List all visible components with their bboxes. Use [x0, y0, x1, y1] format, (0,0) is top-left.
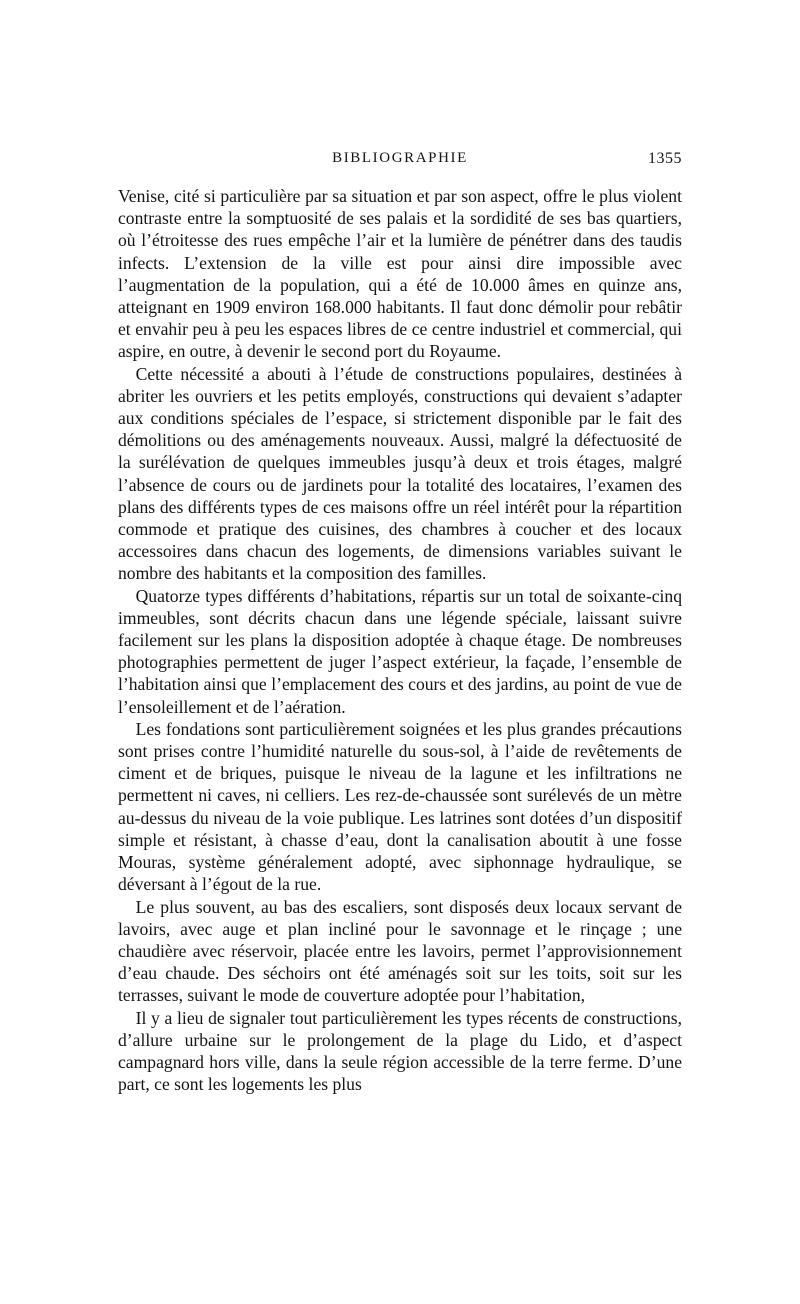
paragraph: Quatorze types différents d’habitations, répartis sur un total de soixante-cinq immeubles, sont décrits chacun dans une légende spéciale, laissant suivre facilement sur les plans la disposition adoptée à chaque étage. De nombreuses photographies permettent de juger l’aspect extérieur, la façade, l’ensemble de l’habitation ainsi que l’emplacement des cours et des jardins, au point de vue de l’ensoleillement et de l’aération. [118, 585, 682, 717]
paragraph: Le plus souvent, au bas des escaliers, sont disposés deux locaux servant de lavoirs, avec auge et plan incliné pour le savonnage et le rinçage ; une chaudière avec réservoir, placée entre les lavoirs, permet l’approvisionnement d’eau chaude. Des séchoirs ont été aménagés soit sur les toits, soit sur les terrasses, suivant le mode de couverture adoptée pour l’habitation, [118, 896, 682, 1006]
paragraph: Venise, cité si particulière par sa situation et par son aspect, offre le plus violent contraste entre la somptuosité de ses palais et la sordidité de ses bas quartiers, où l’étroitesse des rues empêche l’air et la lumière de pénétrer dans des taudis infects. L’extension de la ville est pour ainsi dire impossible avec l’augmentation de la population, qui a été de 10.000 âmes en quinze ans, atteignant en 1909 environ 168.000 habitants. Il faut donc démolir pour rebâtir et envahir peu à peu les espaces libres de ce centre industriel et commercial, qui aspire, en outre, à devenir le second port du Royaume. [118, 186, 682, 362]
running-head [118, 150, 682, 172]
running-title: BIBLIOGRAPHIE [332, 150, 468, 166]
body-text [118, 185, 682, 1095]
paragraph: Il y a lieu de signaler tout particulièrement les types récents de constructions, d’allure urbaine sur le prolongement de la plage du Lido, et d’aspect campagnard hors ville, dans la seule région accessible de la terre ferme. D’une part, ce sont les logements les plus [118, 1007, 682, 1095]
paragraph: Cette nécessité a abouti à l’étude de constructions populaires, destinées à abriter les ouvriers et les petits employés, constructions qui devaient s’adapter aux conditions spéciales de l’espace, si strictement disponible par le fait des démolitions ou des aménagements nouveaux. Aussi, malgré la défectuosité de la surélévation de quelques immeubles jusqu’à deux et trois étages, malgré l’absence de cours ou de jardinets pour la totalité des locataires, l’examen des plans des différents types de ces maisons offre un réel intérêt pour la répartition commode et pratique des cuisines, des chambres à coucher et des locaux accessoires dans chacun des logements, de dimensions variables suivant le nombre des habitants et la composition des familles. [118, 363, 682, 584]
paragraph: Les fondations sont particulièrement soignées et les plus grandes précautions sont prises contre l’humidité naturelle du sous-sol, à l’aide de revêtements de ciment et de briques, puisque le niveau de la lagune et les infiltrations ne permettent ni caves, ni celliers. Les rez-de-chaussée sont surélevés de un mètre au-dessus du niveau de la voie publique. Les latrines sont dotées d’un dispositif simple et résistant, à chasse d’eau, dont la canalisation aboutit à une fosse Mouras, système généralement adopté, avec siphonnage hydraulique, se déversant à l’égout de la rue. [118, 718, 682, 895]
page-number: 1355 [648, 150, 682, 167]
